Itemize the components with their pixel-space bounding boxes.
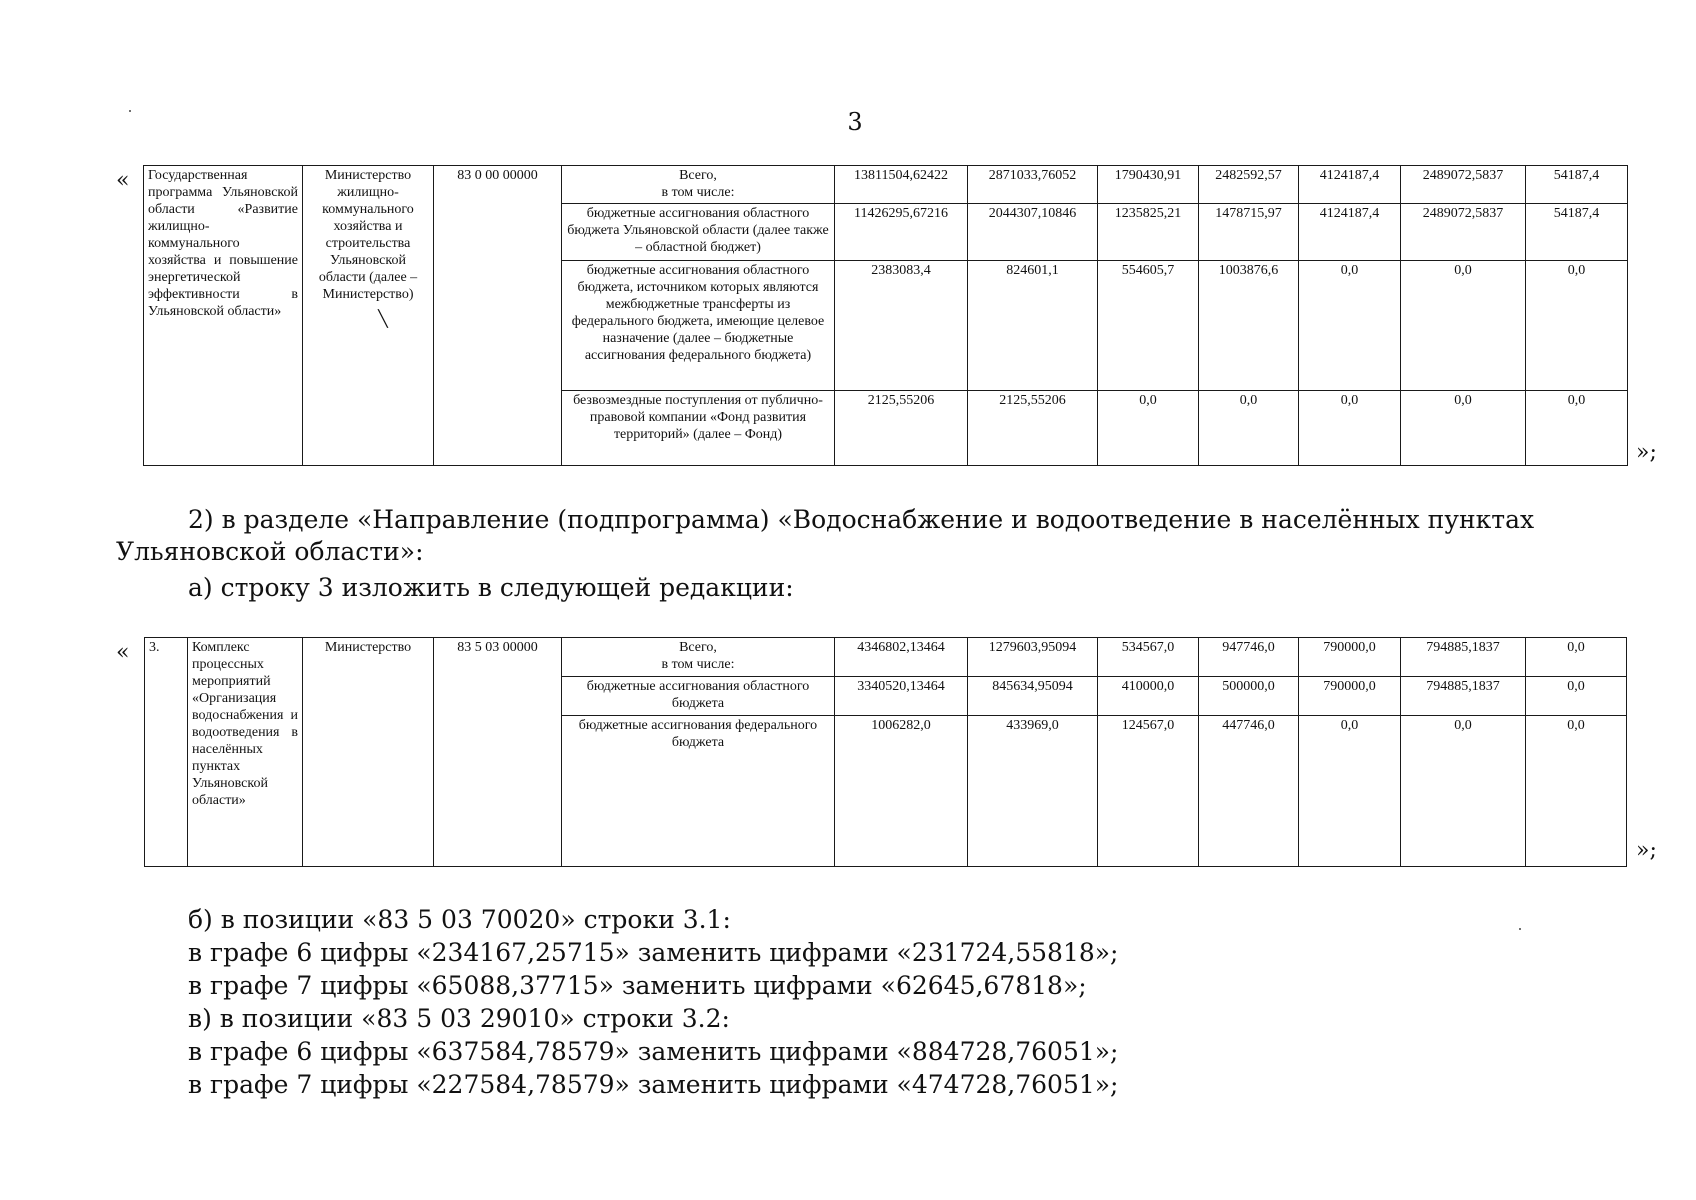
paragraph-section-2 xyxy=(116,504,1606,568)
amendment-line: в) в позиции «83 5 03 29010» строки 3.2: xyxy=(188,1004,730,1033)
value-cell: 4124187,4 xyxy=(1299,204,1401,261)
value-cell: 1003876,6 xyxy=(1199,261,1299,391)
value-cell: 0,0 xyxy=(1098,391,1199,466)
value-cell: 54187,4 xyxy=(1526,166,1628,204)
source-cell: бюджетные ассигнования областного бюджета xyxy=(562,677,835,716)
value-cell: 3340520,13464 xyxy=(835,677,968,716)
budget-code-cell: 83 0 00 00000 xyxy=(434,166,562,466)
program-table xyxy=(143,165,1628,466)
page-number: 3 xyxy=(847,108,863,136)
value-cell: 845634,95094 xyxy=(968,677,1098,716)
value-cell: 2383083,4 xyxy=(835,261,968,391)
value-cell: 1790430,91 xyxy=(1098,166,1199,204)
source-cell: Всего, в том числе: xyxy=(562,638,835,677)
value-cell: 2482592,57 xyxy=(1199,166,1299,204)
row-number-cell: 3. xyxy=(145,638,188,867)
table1-close-quote: »; xyxy=(1636,440,1657,465)
value-cell: 0,0 xyxy=(1401,391,1526,466)
value-cell: 4346802,13464 xyxy=(835,638,968,677)
program-name-cell: Государственная программа Ульяновской области «Развитие жилищно-коммунального хозяйства и повышение энергетической эффективности в Ульяновской области» xyxy=(144,166,303,466)
value-cell: 4124187,4 xyxy=(1299,166,1401,204)
subprogram-row-table xyxy=(144,637,1627,867)
value-cell: 0,0 xyxy=(1526,261,1628,391)
table2-open-quote: « xyxy=(116,640,130,665)
value-cell: 0,0 xyxy=(1401,261,1526,391)
responsible-cell: Министерство xyxy=(303,638,434,867)
table-row xyxy=(145,638,1627,677)
source-cell: безвозмездные поступления от публично-правовой компании «Фонд развития территорий» (далее – Фонд) xyxy=(562,391,835,466)
source-cell: Всего, в том числе: xyxy=(562,166,835,204)
value-cell: 824601,1 xyxy=(968,261,1098,391)
value-cell: 0,0 xyxy=(1299,716,1401,867)
scan-speck xyxy=(1519,928,1521,930)
amendment-line: в графе 6 цифры «637584,78579» заменить цифрами «884728,76051»; xyxy=(188,1037,1119,1066)
value-cell: 0,0 xyxy=(1199,391,1299,466)
value-cell: 554605,7 xyxy=(1098,261,1199,391)
value-cell: 447746,0 xyxy=(1199,716,1299,867)
measure-name-cell: Комплекс процессных мероприятий «Организация водоснабжения и водоотведения в населённых пунктах Ульяновской области» xyxy=(188,638,303,867)
amendment-line: в графе 6 цифры «234167,25715» заменить цифрами «231724,55818»; xyxy=(188,938,1119,967)
value-cell: 1478715,97 xyxy=(1199,204,1299,261)
value-cell: 1235825,21 xyxy=(1098,204,1199,261)
value-cell: 794885,1837 xyxy=(1401,677,1526,716)
value-cell: 0,0 xyxy=(1526,638,1627,677)
value-cell: 0,0 xyxy=(1299,391,1401,466)
value-cell: 0,0 xyxy=(1526,677,1627,716)
value-cell: 2125,55206 xyxy=(968,391,1098,466)
value-cell: 1279603,95094 xyxy=(968,638,1098,677)
value-cell: 54187,4 xyxy=(1526,204,1628,261)
value-cell: 790000,0 xyxy=(1299,638,1401,677)
table-row xyxy=(144,166,1628,204)
value-cell: 11426295,67216 xyxy=(835,204,968,261)
table1-open-quote: « xyxy=(116,168,130,193)
value-cell: 0,0 xyxy=(1299,261,1401,391)
source-cell: бюджетные ассигнования федерального бюджета xyxy=(562,716,835,867)
value-cell: 794885,1837 xyxy=(1401,638,1526,677)
value-cell: 2871033,76052 xyxy=(968,166,1098,204)
value-cell: 2489072,5837 xyxy=(1401,204,1526,261)
amendment-line: в графе 7 цифры «65088,37715» заменить цифрами «62645,67818»; xyxy=(188,971,1087,1000)
paragraph-2a: а) строку 3 изложить в следующей редакции: xyxy=(188,573,794,602)
amendment-line: б) в позиции «83 5 03 70020» строки 3.1: xyxy=(188,905,731,934)
value-cell: 947746,0 xyxy=(1199,638,1299,677)
value-cell: 1006282,0 xyxy=(835,716,968,867)
table2-close-quote: »; xyxy=(1636,838,1657,863)
source-cell: бюджетные ассигнования областного бюджета Ульяновской области (далее также – областной бюджет) xyxy=(562,204,835,261)
value-cell: 433969,0 xyxy=(968,716,1098,867)
responsible-cell xyxy=(303,166,434,466)
value-cell: 500000,0 xyxy=(1199,677,1299,716)
value-cell: 0,0 xyxy=(1401,716,1526,867)
value-cell: 0,0 xyxy=(1526,391,1628,466)
value-cell: 410000,0 xyxy=(1098,677,1199,716)
pen-stroke-mark: ╲ xyxy=(378,311,388,328)
value-cell: 13811504,62422 xyxy=(835,166,968,204)
source-cell: бюджетные ассигнования областного бюджета, источником которых являются межбюджетные трансферты из федерального бюджета, имеющие целевое назначение (далее – бюджетные ассигнования федерального бюджета) xyxy=(562,261,835,391)
scan-speck xyxy=(129,110,131,112)
value-cell: 2044307,10846 xyxy=(968,204,1098,261)
value-cell: 124567,0 xyxy=(1098,716,1199,867)
value-cell: 2489072,5837 xyxy=(1401,166,1526,204)
value-cell: 790000,0 xyxy=(1299,677,1401,716)
value-cell: 2125,55206 xyxy=(835,391,968,466)
value-cell: 534567,0 xyxy=(1098,638,1199,677)
responsible-text: Министерство жилищно-коммунального хозяйства и строительства Ульяновской области (далее – Министерство) xyxy=(318,168,418,302)
amendment-line: в графе 7 цифры «227584,78579» заменить цифрами «474728,76051»; xyxy=(188,1070,1119,1099)
value-cell: 0,0 xyxy=(1526,716,1627,867)
budget-code-cell: 83 5 03 00000 xyxy=(434,638,562,867)
paragraph-section-2-text: 2) в разделе «Направление (подпрограмма) «Водоснабжение и водоотведение в населённых пунктах Ульяновской области»: xyxy=(116,505,1535,566)
